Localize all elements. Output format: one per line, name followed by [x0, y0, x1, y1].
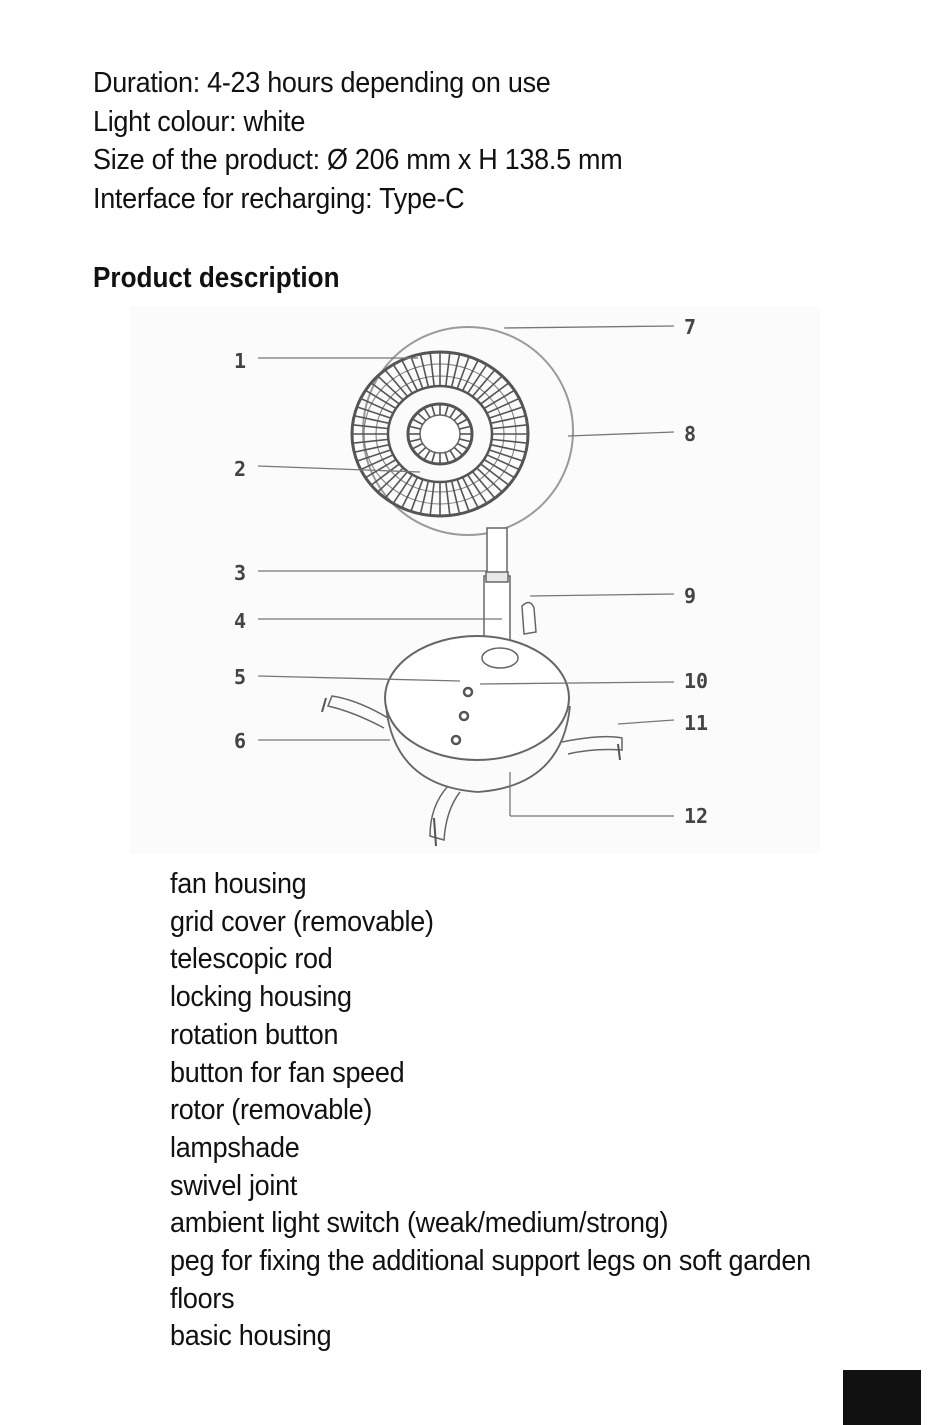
part-item: swivel joint [170, 1169, 298, 1202]
part-item: basic housing [170, 1320, 332, 1353]
grid-spoke-inner [454, 447, 462, 455]
grid-spoke-inner [417, 413, 425, 421]
grid-spoke-inner [454, 413, 462, 421]
spec-interface: Interface for recharging: Type-C [93, 182, 465, 215]
part-item: ambient light switch (weak/medium/strong) [170, 1207, 669, 1240]
part-item-continuation: floors [170, 1282, 235, 1315]
callout-2: 2 [234, 457, 247, 481]
grid-spoke-inner [459, 439, 471, 442]
specifications-list [93, 64, 662, 218]
callout-6: 6 [234, 729, 247, 753]
grid-spoke-inner [450, 450, 456, 460]
grid-spoke-inner [409, 426, 421, 429]
grid-spoke [457, 479, 469, 511]
support-leg-right [562, 737, 622, 754]
grid-spoke [489, 450, 523, 461]
grid-spoke [353, 439, 389, 443]
product-diagram [130, 306, 820, 854]
grid-spoke-inner [445, 452, 448, 463]
grid-spoke [446, 482, 450, 516]
grid-spoke-inner [432, 452, 435, 463]
part-item: button for fan speed [170, 1056, 405, 1089]
part-item: rotor (removable) [170, 1094, 373, 1127]
grid-spoke [354, 416, 389, 424]
grid-spoke [489, 407, 523, 418]
grid-spoke-inner [450, 408, 456, 418]
grid-spoke [354, 445, 389, 453]
part-item: fan housing [170, 868, 307, 900]
grid-spoke [452, 481, 460, 514]
grid-spoke [487, 455, 519, 470]
grid-spoke [411, 479, 423, 511]
grid-spoke [491, 416, 526, 424]
callout-8: 8 [684, 422, 697, 446]
part-item: peg for fixing the additional support legs on soft garden [170, 1245, 811, 1278]
spec-size: Size of the product: Ø 206 mm x H 138.5 mm [93, 144, 623, 176]
callout-12: 12 [684, 804, 709, 828]
grid-spoke [457, 357, 469, 389]
grid-spoke [492, 425, 528, 429]
grid-spoke-inner [412, 444, 422, 450]
grid-spoke [487, 398, 519, 413]
swivel-joint-shape [522, 602, 536, 634]
grid-spoke [430, 353, 434, 387]
grid-spoke-inner [424, 450, 430, 460]
grid-spoke [357, 450, 391, 461]
callout-9: 9 [684, 584, 697, 608]
grid-spoke-inner [457, 444, 467, 450]
part-item: telescopic rod [170, 943, 333, 976]
grid-spoke [491, 445, 526, 453]
grid-spoke [430, 482, 434, 516]
grid-spoke [411, 357, 423, 389]
grid-spoke [446, 353, 450, 387]
spec-duration: Duration: 4-23 hours depending on use [93, 67, 551, 99]
grid-spoke-inner [432, 405, 435, 416]
telescopic-rod-shape [487, 528, 507, 576]
grid-spoke [468, 365, 487, 394]
grid-spoke [468, 475, 487, 504]
grid-spoke-inner [409, 439, 421, 442]
grid-spoke [357, 407, 391, 418]
callout-5: 5 [234, 665, 247, 689]
grid-spoke-inner [424, 408, 430, 418]
page-corner-tab [843, 1370, 921, 1425]
grid-spoke-inner [417, 447, 425, 455]
grid-spoke-inner [412, 419, 422, 425]
grid-spoke [393, 475, 412, 504]
part-item: locking housing [170, 981, 352, 1014]
section-heading: Product description [93, 262, 340, 294]
part-item: grid cover (removable) [170, 905, 434, 938]
grid-spoke [353, 425, 389, 429]
grid-spoke [452, 354, 460, 387]
grid-spoke [420, 354, 428, 387]
callout-1: 1 [234, 349, 247, 373]
grid-spoke [420, 481, 428, 514]
callout-10: 10 [684, 669, 709, 693]
spec-light-colour: Light colour: white [93, 105, 306, 138]
grid-spoke-inner [457, 419, 467, 425]
part-item: rotation button [170, 1018, 339, 1051]
part-item: lampshade [170, 1131, 300, 1164]
basic-housing-shape [385, 636, 569, 760]
callout-7: 7 [684, 315, 697, 339]
callout-3: 3 [234, 561, 247, 585]
callout-4: 4 [234, 609, 247, 633]
parts-list [170, 866, 859, 1356]
grid-spoke-inner [459, 426, 471, 429]
grid-spoke-inner [445, 405, 448, 416]
grid-spoke [393, 365, 412, 394]
support-leg-left [328, 696, 388, 728]
grid-spoke [492, 439, 528, 443]
callout-11: 11 [684, 711, 709, 735]
fan-illustration [130, 306, 820, 854]
